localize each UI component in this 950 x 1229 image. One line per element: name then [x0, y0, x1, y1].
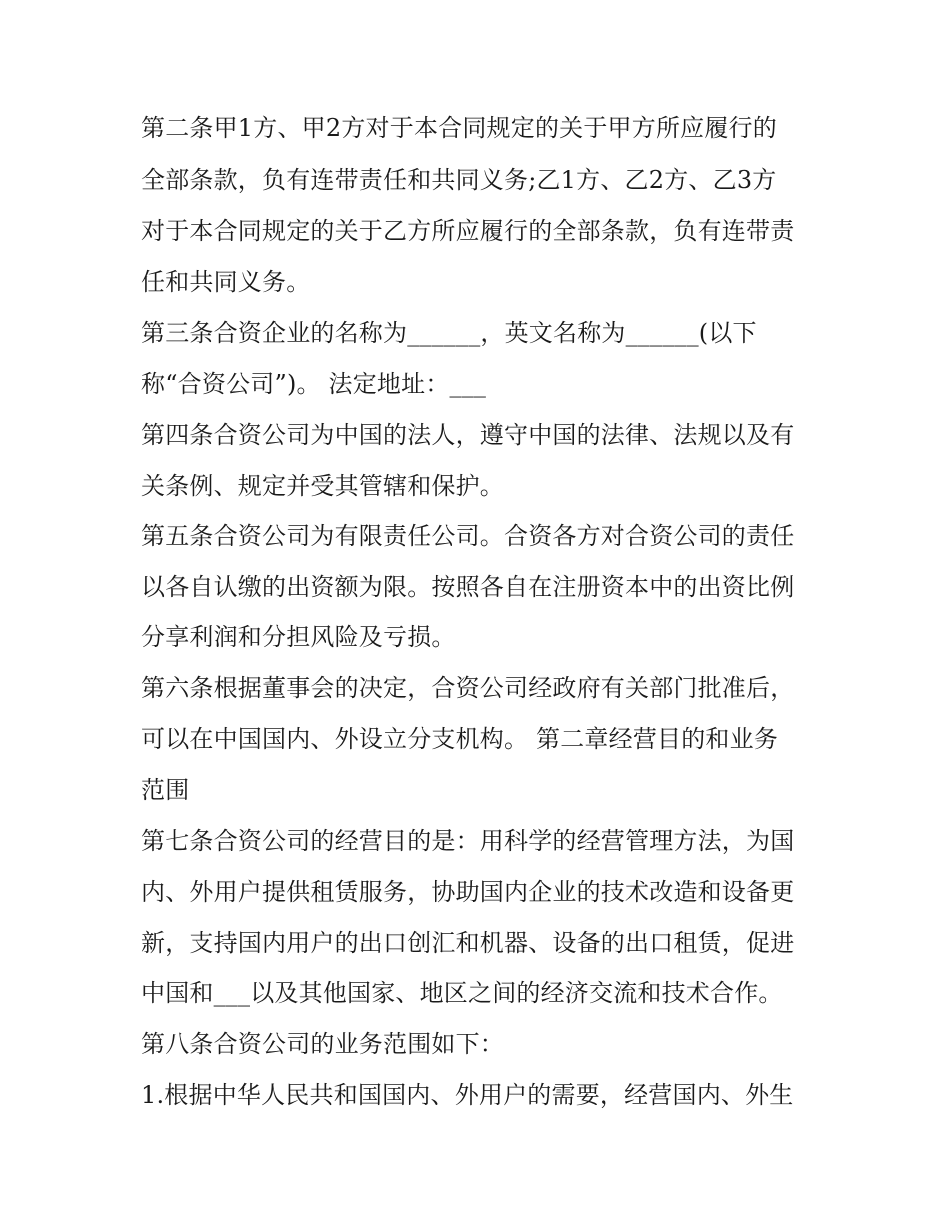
article-6-line-2: 可以在中国国内、外设立分支机构。 第二章经营目的和业务 — [141, 725, 779, 753]
article-7-line-3: 新，支持国内用户的出口创汇和机器、设备的出口租赁，促进 — [141, 929, 795, 957]
article-2-line-2: 全部条款，负有连带责任和共同义务;乙1方、乙2方、乙3方 — [141, 166, 777, 194]
article-3-line-1: 第三条合资企业的名称为______，英文名称为______(以下 — [141, 319, 757, 347]
article-5-line-2: 以各自认缴的出资额为限。按照各自在注册资本中的出资比例 — [141, 573, 795, 601]
article-5-line-3: 分享利润和分担风险及亏损。 — [141, 623, 456, 651]
article-3-line-2: 称“合资公司”)。 法定地址：___ — [141, 370, 487, 398]
article-2-line-1: 第二条甲1方、甲2方对于本合同规定的关于甲方所应履行的 — [141, 114, 777, 142]
article-2-line-3: 对于本合同规定的关于乙方所应履行的全部条款，负有连带责 — [141, 217, 795, 245]
article-4-line-2: 关条例、规定并受其管辖和保护。 — [141, 472, 504, 500]
article-8-line-1: 第八条合资公司的业务范围如下： — [141, 1030, 504, 1058]
article-7-line-1: 第七条合资公司的经营目的是：用科学的经营管理方法，为国 — [141, 827, 795, 855]
article-7-line-2: 内、外用户提供租赁服务，协助国内企业的技术改造和设备更 — [141, 878, 795, 906]
article-8-item-1-line-1: 1.根据中华人民共和国国内、外用户的需要，经营国内、外生 — [141, 1081, 794, 1109]
article-4-line-1: 第四条合资公司为中国的法人，遵守中国的法律、法规以及有 — [141, 421, 795, 449]
article-2-line-4: 任和共同义务。 — [141, 268, 311, 296]
article-7-line-4: 中国和___以及其他国家、地区之间的经济交流和技术合作。 — [141, 979, 783, 1007]
article-6-line-1: 第六条根据董事会的决定，合资公司经政府有关部门批准后， — [141, 674, 795, 702]
chapter-2-title-continuation: 范围 — [141, 776, 190, 804]
article-5-line-1: 第五条合资公司为有限责任公司。合资各方对合资公司的责任 — [141, 522, 795, 550]
